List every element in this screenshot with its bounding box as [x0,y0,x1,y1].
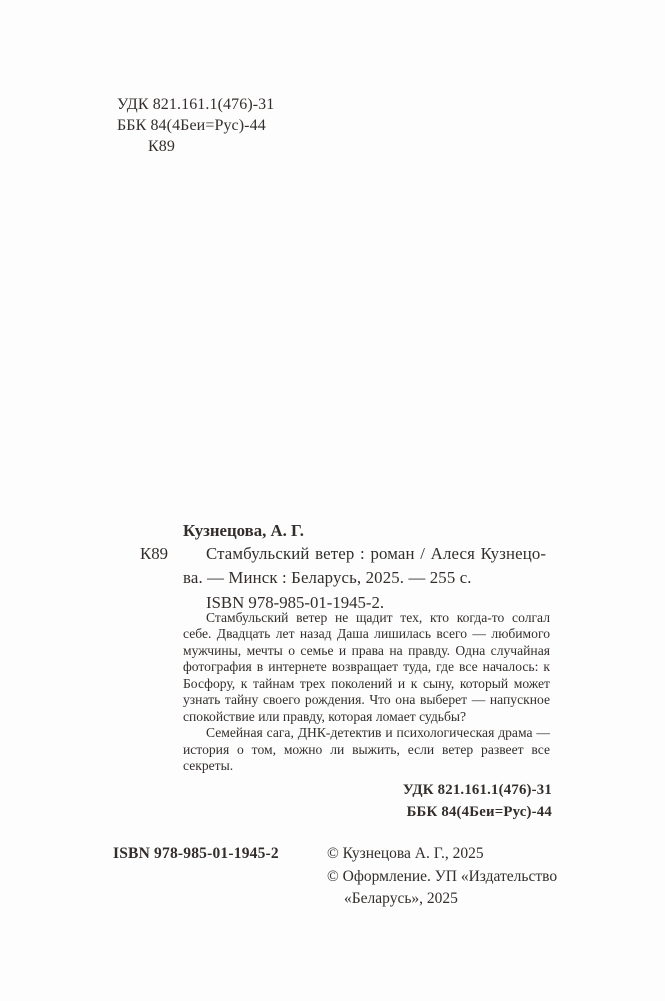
annotation-paragraph-1: Стамбульский ветер не щадит тех, кто когда-то солгал себе. Двадцать лет назад Даша лишилась всего — любимого мужчины, мечты о семье и права на правду. Одна случайная фотография в интернете возвращает туда, где все началось: к Босфору, к тайнам трех поколений и к сыну, который может узнать тайну своего рождения. Что она выберет — напускное спокойствие или правду, которая ломает судьбы? [183,610,550,724]
udk-code: УДК 821.161.1(476)-31 [117,96,275,113]
bbk-code: ББК 84(4Беи=Рус)-44 [117,117,266,134]
bibliographic-row [140,542,552,589]
bibliographic-description: Стамбульский ветер : роман / Алеся Кузнецова. — Минск : Беларусь, 2025. — 255 с. [183,544,546,587]
copyright-block [327,843,564,911]
classification-block-right [183,780,552,823]
bibliographic-entry [140,519,552,614]
copyright-author-line: © Кузнецова А. Г., 2025 [327,845,484,862]
author-heading: Кузнецова, А. Г. [183,521,304,540]
copyright-publisher-line: © Оформление. УП «Издательство «Беларусь», 2025 [327,867,558,907]
footer-isbn: ISBN 978-985-01-1945-2 [113,845,279,862]
author-sign-top: К89 [148,138,175,155]
annotation-paragraph-2: Семейная сага, ДНК-детектив и психологическая драма — история о том, можно ли выжить, если ветер развеет все секреты. [183,725,550,774]
annotation-block [183,610,550,775]
udk-code-right: УДК 821.161.1(476)-31 [402,782,552,798]
bbk-code-right: ББК 84(4Беи=Рус)-44 [406,803,552,820]
isbn-line: ISBN 978-985-01-1945-2. [206,593,385,612]
author-sign-margin: К89 [140,544,168,563]
classification-block-top [117,94,274,157]
